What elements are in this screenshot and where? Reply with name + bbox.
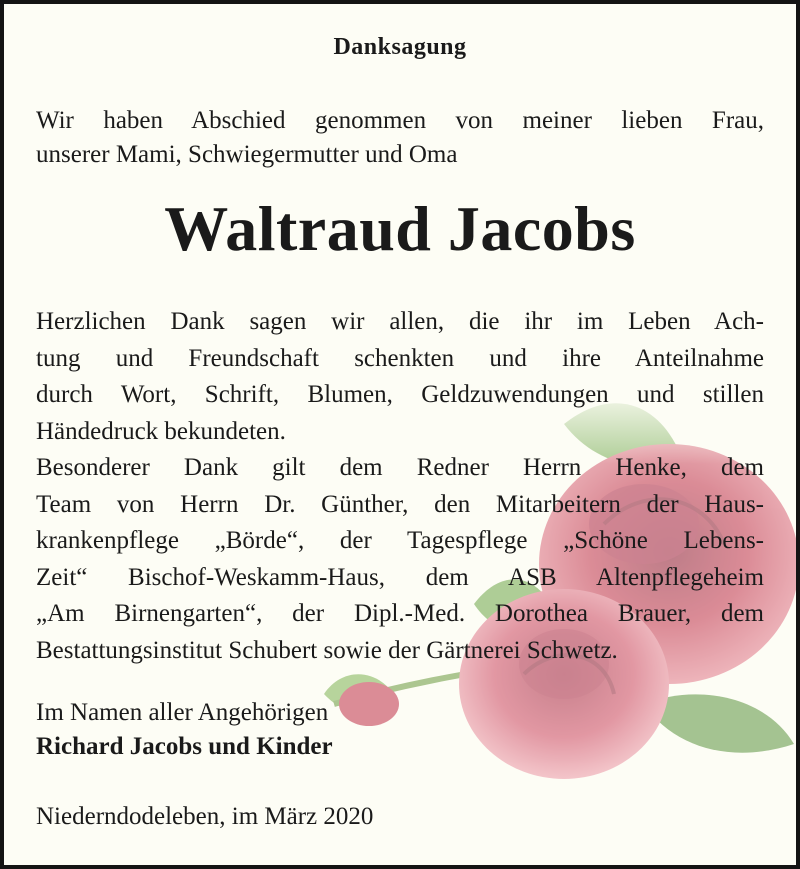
thanks-text [36,304,764,669]
thanks-line: Besonderer Dank gilt dem Redner Herrn Henke, dem [36,454,764,481]
thanks-line: tung und Freundschaft schenkten und ihre Anteilnahme [36,344,764,372]
thanks-line: durch Wort, Schrift, Blumen, Geldzuwendungen und stillen [36,381,764,408]
closing [36,696,333,764]
thanks-line: „Am Birnengarten“, der Dipl.-Med. Dorothea Brauer, dem [36,600,764,627]
thanks-line: Händedruck bekundeten. [36,417,286,445]
intro-line: Wir haben Abschied genommen von meiner lieben Frau, [36,107,764,134]
intro-line: unserer Mami, Schwiegermutter und Oma [36,141,458,168]
heading: Danksagung [333,34,467,60]
place-date: Niederndodeleben, im März 2020 [36,803,374,830]
obituary-content [4,4,796,865]
signer-name: Richard Jacobs und Kinder [36,733,333,760]
intro-text [36,104,764,172]
thanks-line: Herzlichen Dank sagen wir allen, die ihr im Leben Ach- [36,308,764,335]
thanks-line: krankenpflege „Börde“, der Tagespflege „Schöne Lebens- [36,527,764,554]
thanks-line: Team von Herrn Dr. Günther, den Mitarbeitern der Haus- [36,490,764,518]
thanks-line: Bestattungsinstitut Schubert sowie der Gärtnerei Schwetz. [36,636,618,664]
thanks-line: Zeit“ Bischof-Weskamm-Haus, dem ASB Altenpflegeheim [36,563,764,591]
deceased-name: Waltraud Jacobs [164,193,636,264]
closing-line: Im Namen aller Angehörigen [36,699,329,726]
